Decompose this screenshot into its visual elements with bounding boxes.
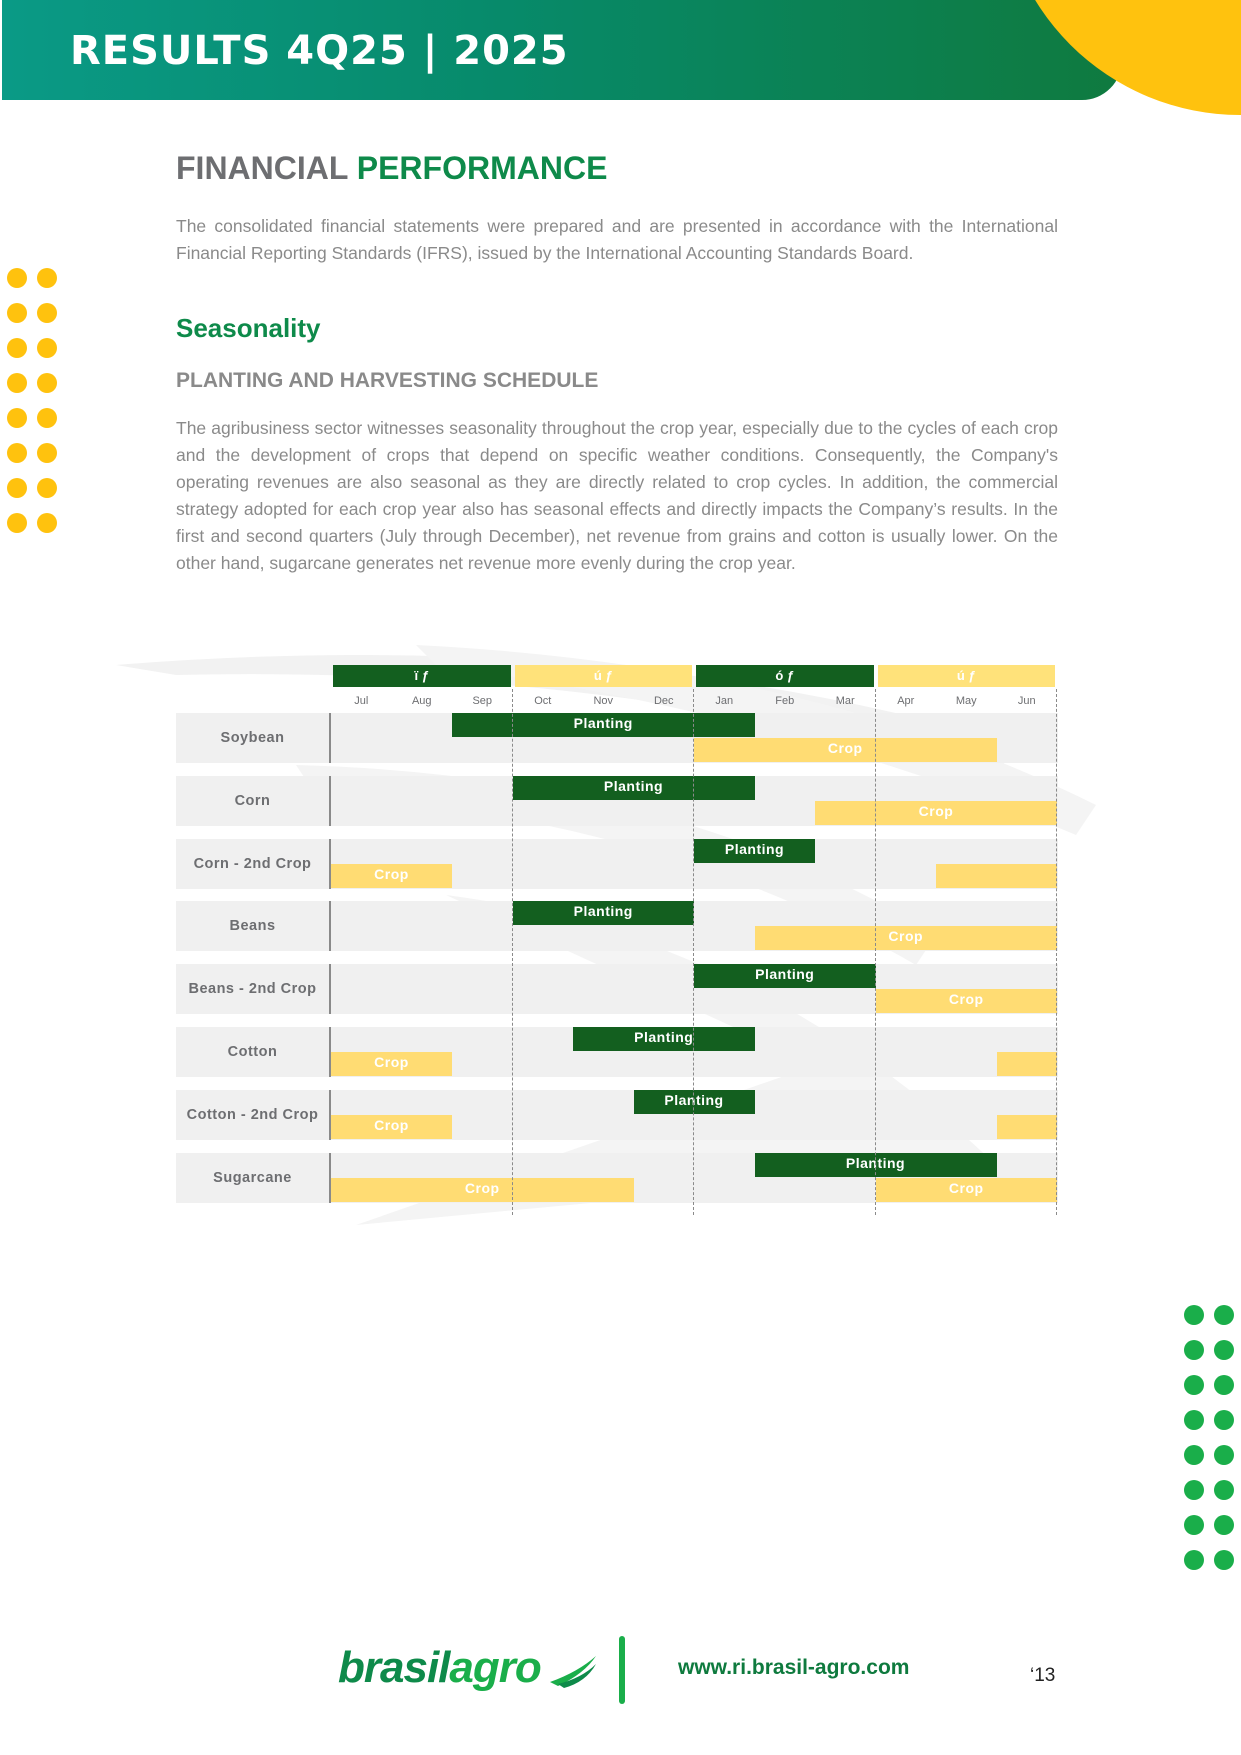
crop-bar: Crop [331,1178,634,1202]
month-label-oct: Oct [534,695,552,707]
footer-divider [619,1636,625,1704]
crop-bar [936,864,1057,888]
quarter-divider-line [1056,689,1057,1215]
ir-website-link[interactable]: www.ri.brasil-agro.com [678,1656,910,1679]
crop-bar: Crop [755,926,1058,950]
crop-label: Cotton - 2nd Crop [176,1090,331,1140]
crop-bar: Crop [815,801,1057,825]
logo-arrows-icon [548,1652,598,1688]
section-title-part2: PERFORMANCE [356,150,608,186]
month-label-mar: Mar [835,695,855,707]
month-label-dec: Dec [653,695,674,707]
crop-bar [997,1052,1058,1076]
planting-harvest-chart [176,665,1058,1205]
crop-label: Soybean [176,713,331,763]
month-label-apr: Apr [897,695,915,707]
quarter-divider-line [512,689,513,1215]
quarter-header-4: ú ƒ [878,665,1056,687]
intro-paragraph: The consolidated financial statements were prepared and are presented in accordance with the International Financial Reporting Standards (IFRS), issued by the International Accounting Standards Board. [176,216,1058,263]
month-label-feb: Feb [775,695,795,707]
quarter-divider-line [875,689,876,1215]
crop-label: Beans - 2nd Crop [176,964,331,1014]
planting-bar: Planting [755,1153,997,1177]
section-title-part1: FINANCIAL [176,150,348,186]
section-title [176,150,607,187]
planting-bar: Planting [573,1027,755,1051]
planting-bar: Planting [452,713,755,737]
crop-bar: Crop [331,1115,452,1139]
crop-label: Sugarcane [176,1153,331,1203]
crop-label: Beans [176,901,331,951]
month-label-jul: Jul [354,695,369,707]
planting-bar: Planting [694,964,876,988]
month-label-aug: Aug [411,695,432,707]
logo-text-part2: agro [449,1643,541,1692]
brasilagro-logo [338,1643,598,1693]
planting-bar: Planting [513,776,755,800]
month-label-nov: Nov [593,695,614,707]
crop-bar: Crop [876,989,1058,1013]
crop-label: Cotton [176,1027,331,1077]
crop-bar [997,1115,1058,1139]
month-label-jan: Jan [715,695,734,707]
crop-label: Corn [176,776,331,826]
decorative-dots-right [1184,1305,1234,1570]
crop-bar: Crop [331,864,452,888]
page-number: ‘13 [1030,1665,1056,1686]
body-paragraph: The agribusiness sector witnesses seasonality throughout the crop year, especially due to the cycles of each crop and the development of crops that depend on specific weather conditions. Consequently, the Company's operating revenues are also seasonal as they are directly related to crop cycles. In addition, the commercial strategy adopted for each crop year also has seasonal effects and directly impacts the Company’s results. In the first and second quarters (July through December), net revenue from grains and cotton is usually lower. On the other hand, sugarcane generates net revenue more evenly during the crop year. [176,418,1058,573]
subheading: PLANTING AND HARVESTING SCHEDULE [176,369,599,392]
planting-bar: Planting [513,901,695,925]
crop-label: Corn - 2nd Crop [176,839,331,889]
logo-text-part1: brasil [338,1643,450,1692]
month-label-may: May [955,695,977,707]
quarter-divider-line [693,689,694,1215]
crop-bar: Crop [331,1052,452,1076]
quarter-header-3: ó ƒ [696,665,874,687]
month-label-jun: Jun [1017,695,1036,707]
planting-bar: Planting [634,1090,755,1114]
quarter-header-1: ï ƒ [333,665,511,687]
crop-bar: Crop [876,1178,1058,1202]
planting-bar: Planting [694,839,815,863]
crop-bar: Crop [694,738,997,762]
report-title: RESULTS 4Q25 | 2025 [70,28,569,74]
subsection-title: Seasonality [176,313,321,343]
decorative-dots-left [7,268,57,533]
quarter-header-2: ú ƒ [515,665,693,687]
month-label-sep: Sep [472,695,493,707]
